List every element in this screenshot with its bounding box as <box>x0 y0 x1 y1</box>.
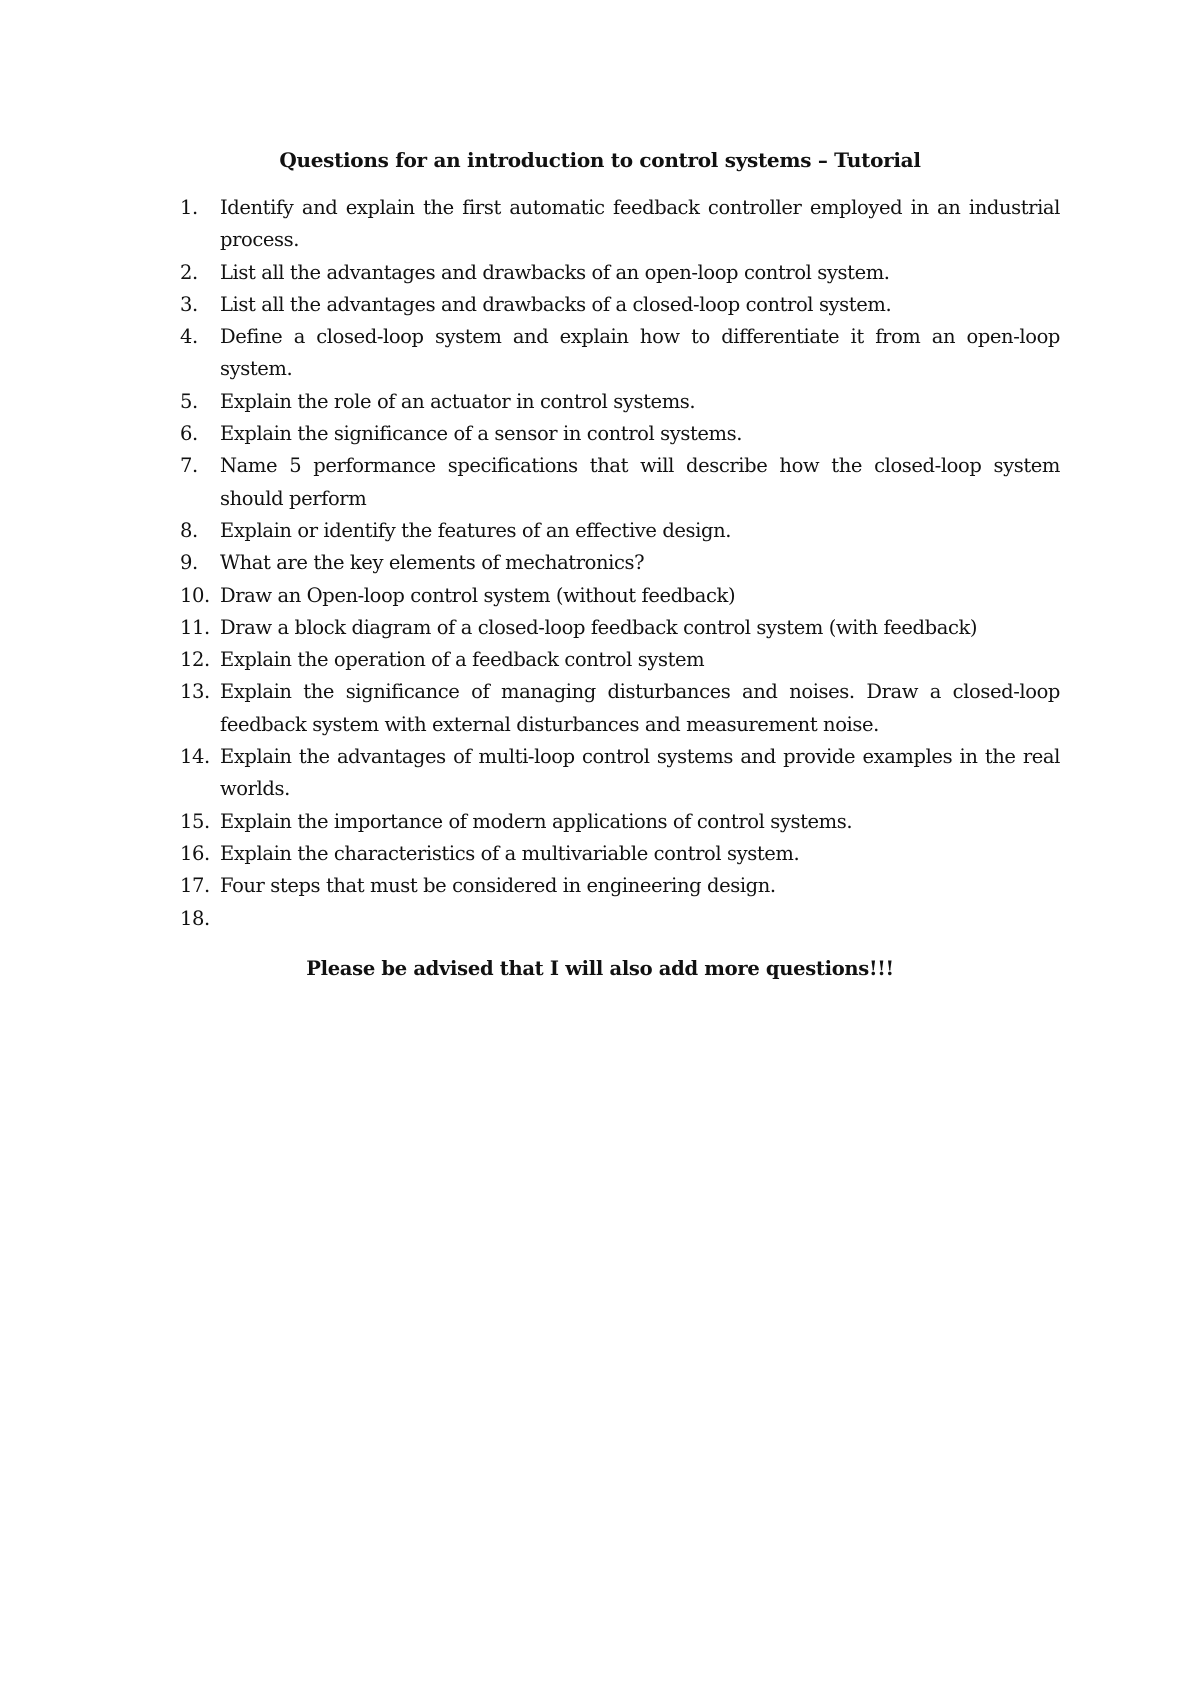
item-text: Define a closed-loop system and explain how to differentiate it from an open-loop system. <box>220 325 1060 381</box>
item-number: 7. <box>180 454 198 478</box>
item-number: 11. <box>180 615 210 639</box>
item-number: 10. <box>180 583 210 607</box>
list-item <box>180 547 1060 579</box>
item-number: 1. <box>180 196 198 219</box>
list-item <box>180 289 1060 321</box>
list-item <box>180 192 1060 257</box>
item-text: Explain the characteristics of a multivariable control system. <box>220 841 800 865</box>
item-text: Explain the significance of managing disturbances and noises. Draw a closed-loop feedback system with external disturbances and measurement noise. <box>220 680 1060 736</box>
item-number: 18. <box>180 906 210 930</box>
list-item <box>180 580 1060 612</box>
item-number: 17. <box>180 874 210 898</box>
item-number: 9. <box>180 551 198 575</box>
item-text: List all the advantages and drawbacks of an open-loop control system. <box>220 260 890 284</box>
item-number: 4. <box>180 325 198 349</box>
item-text: Explain the significance of a sensor in control systems. <box>220 422 743 446</box>
list-item <box>180 386 1060 418</box>
item-text: List all the advantages and drawbacks of a closed-loop control system. <box>220 292 892 316</box>
item-number: 8. <box>180 518 198 542</box>
closing-note: Please be advised that I will also add more questions!!! <box>306 957 894 980</box>
list-item <box>180 321 1060 386</box>
list-item <box>180 644 1060 676</box>
item-text: Explain the advantages of multi-loop control systems and provide examples in the real worlds. <box>220 745 1060 801</box>
list-item <box>180 515 1060 547</box>
item-text: Explain or identify the features of an effective design. <box>220 518 732 542</box>
item-number: 16. <box>180 841 210 865</box>
question-list <box>180 192 1060 935</box>
list-item <box>180 257 1060 289</box>
item-number: 13. <box>180 680 210 704</box>
item-number: 12. <box>180 648 210 672</box>
list-item <box>180 418 1060 450</box>
list-item <box>180 676 1060 741</box>
item-number: 15. <box>180 809 210 833</box>
item-text: Explain the importance of modern applications of control systems. <box>220 809 853 833</box>
item-text: Explain the role of an actuator in control systems. <box>220 389 696 413</box>
list-item <box>180 612 1060 644</box>
list-item <box>180 870 1060 902</box>
item-text: Draw an Open-loop control system (without feedback) <box>220 583 736 607</box>
item-number: 14. <box>180 745 210 769</box>
item-number: 6. <box>180 422 198 446</box>
item-text: Name 5 performance specifications that will describe how the closed-loop system should perform <box>220 454 1060 510</box>
list-item <box>180 838 1060 870</box>
item-text: What are the key elements of mechatronics? <box>220 551 645 575</box>
item-number: 5. <box>180 389 198 413</box>
item-text: Four steps that must be considered in engineering design. <box>220 874 776 898</box>
item-number: 3. <box>180 292 198 316</box>
item-number: 2. <box>180 260 198 284</box>
document-title: Questions for an introduction to control systems – Tutorial <box>279 148 921 172</box>
item-text: Explain the operation of a feedback control system <box>220 648 705 672</box>
list-item <box>180 450 1060 515</box>
list-item <box>180 806 1060 838</box>
list-item <box>180 903 1060 935</box>
item-text: Identify and explain the first automatic feedback controller employed in an industrial process. <box>220 196 1060 252</box>
list-item <box>180 741 1060 806</box>
item-text: Draw a block diagram of a closed-loop feedback control system (with feedback) <box>220 615 978 639</box>
